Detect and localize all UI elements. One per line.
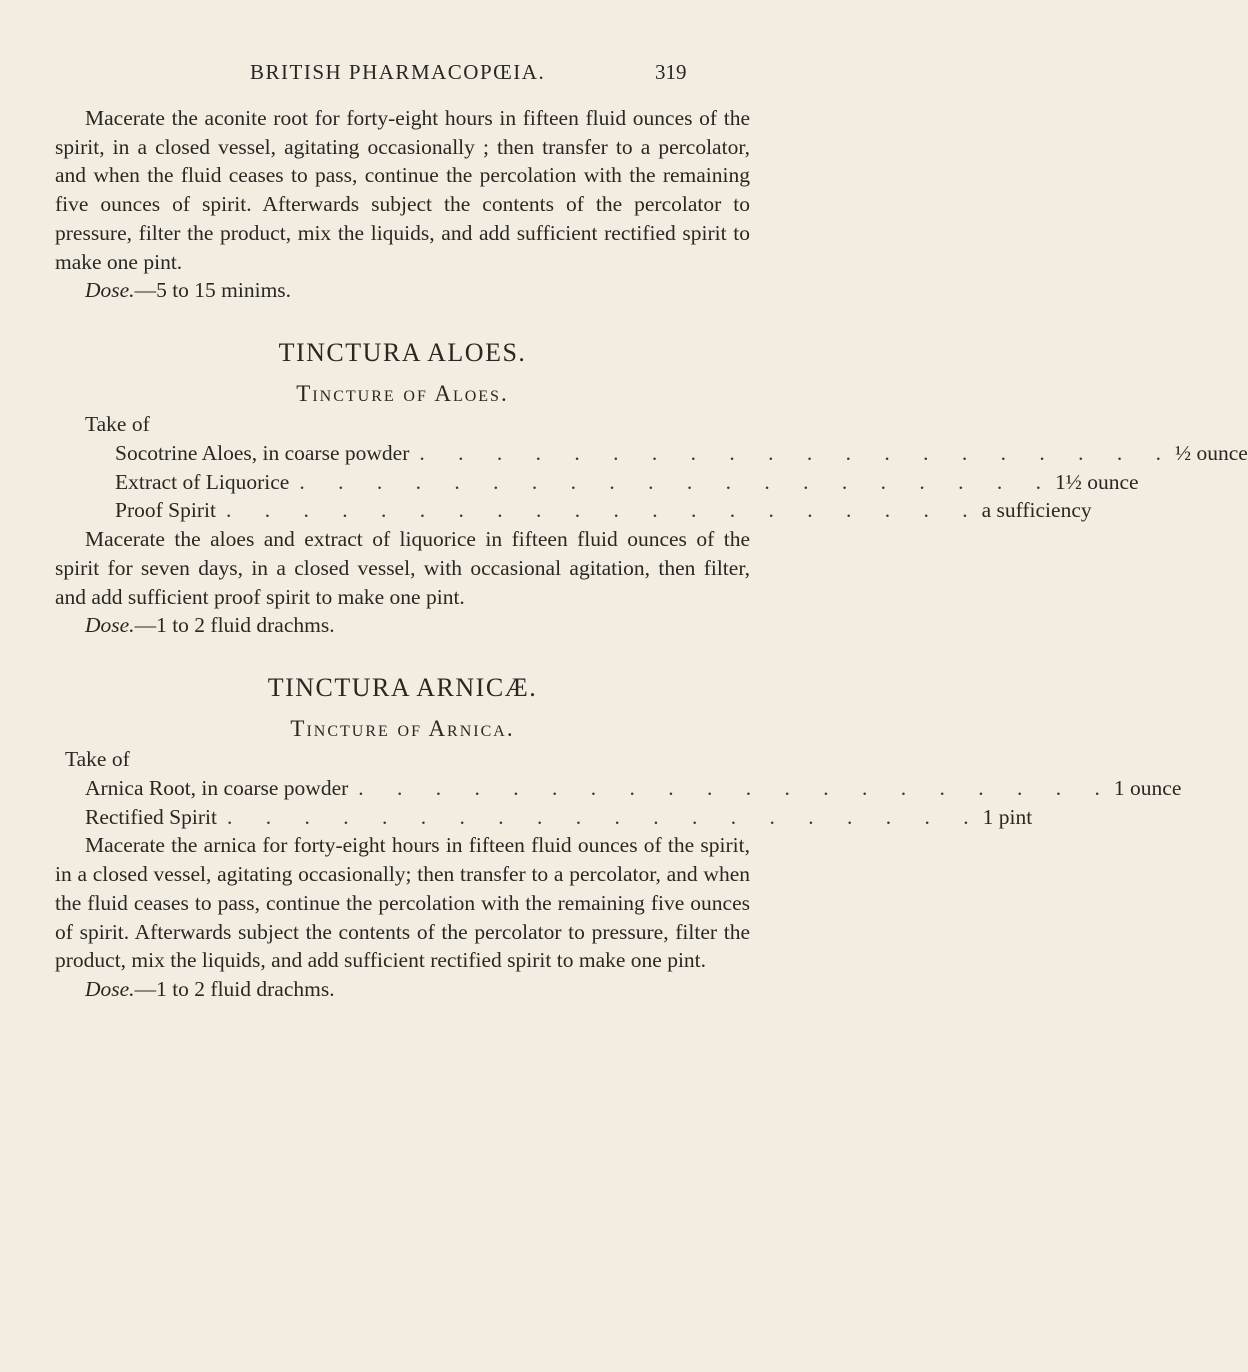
dose-value: —5 to 15 minims.	[134, 278, 292, 303]
dose-label: Dose.	[85, 613, 135, 638]
ingredient-name: Proof Spirit	[115, 498, 216, 523]
aloes-heading: TINCTURA ALOES.	[278, 337, 527, 367]
dose-label: Dose.	[85, 278, 135, 303]
ingredient-quantity: 1½ ounce	[1054, 469, 1139, 494]
ingredient-quantity: 1 pint	[982, 804, 1033, 829]
ingredient-row	[55, 774, 1182, 803]
aloes-take-of: Take of	[85, 412, 150, 437]
arnica-paragraph: Macerate the arnica for forty-eight hours in fifteen fluid ounces of the spirit, in a closed vessel, agitating occasionally; then transfer to a percolator, and when the fluid ceases to pass, continue the percolation with the remaining five ounces of spirit. Afterwards subject the contents of the percolator to pressure, filter the product, mix the liquids, and add sufficient rectified spirit to make one pint.	[55, 833, 750, 973]
dose-value: —1 to 2 fluid drachms.	[134, 976, 335, 1001]
ingredient-row	[55, 496, 1092, 525]
aloes-paragraph: Macerate the aloes and extract of liquorice in fifteen fluid ounces of the spirit for seven days, in a closed vessel, with occasional agitation, then filter, and add sufficient proof spirit to make one pint.	[55, 527, 750, 609]
aloes-dose	[55, 611, 750, 640]
ingredient-name: Socotrine Aloes, in coarse powder	[115, 441, 410, 466]
dot-leader: . . . . . . . . . . . . . . . . . . . .	[299, 469, 1055, 494]
arnica-take-of: Take of	[65, 747, 130, 772]
ingredient-quantity: a sufficiency	[981, 498, 1092, 523]
arnica-heading: TINCTURA ARNICÆ.	[267, 672, 538, 702]
arnica-dose	[55, 975, 750, 1004]
dot-leader: . . . . . . . . . . . . . . . . . . . .	[225, 498, 982, 523]
arnica-subheading: Tincture of Arnica.	[290, 715, 515, 741]
page-number: 319	[655, 60, 687, 84]
dot-leader: . . . . . . . . . . . . . . . . . . . .	[226, 804, 983, 829]
dot-leader: . . . . . . . . . . . . . . . . . . . .	[419, 441, 1175, 466]
dose-value: —1 to 2 fluid drachms.	[134, 613, 335, 638]
ingredient-name: Arnica Root, in coarse powder	[85, 776, 349, 801]
ingredient-name: Extract of Liquorice	[115, 469, 290, 494]
dose-label: Dose.	[85, 976, 135, 1001]
ingredient-quantity: ½ ounce	[1174, 441, 1248, 466]
dot-leader: . . . . . . . . . . . . . . . . . . . .	[358, 776, 1114, 801]
ingredient-row	[55, 439, 1248, 468]
aloes-subheading: Tincture of Aloes.	[296, 380, 509, 406]
running-head	[0, 60, 800, 90]
ingredient-row	[55, 803, 1033, 832]
page-body	[55, 104, 1248, 1004]
intro-dose	[55, 276, 750, 305]
intro-paragraph: Macerate the aconite root for forty-eight hours in fifteen fluid ounces of the spirit, in a closed vessel, agitating occasionally ; then transfer to a percolator, and when the fluid ceases to pass, continue the percolation with the remaining five ounces of spirit. Afterwards subject the contents of the percolator to pressure, filter the product, mix the liquids, and add sufficient rectified spirit to make one pint.	[55, 106, 750, 274]
ingredient-row	[55, 468, 1139, 497]
running-title: BRITISH PHARMACOPŒIA.	[250, 60, 546, 84]
ingredient-name: Rectified Spirit	[85, 804, 217, 829]
ingredient-quantity: 1 ounce	[1113, 776, 1182, 801]
